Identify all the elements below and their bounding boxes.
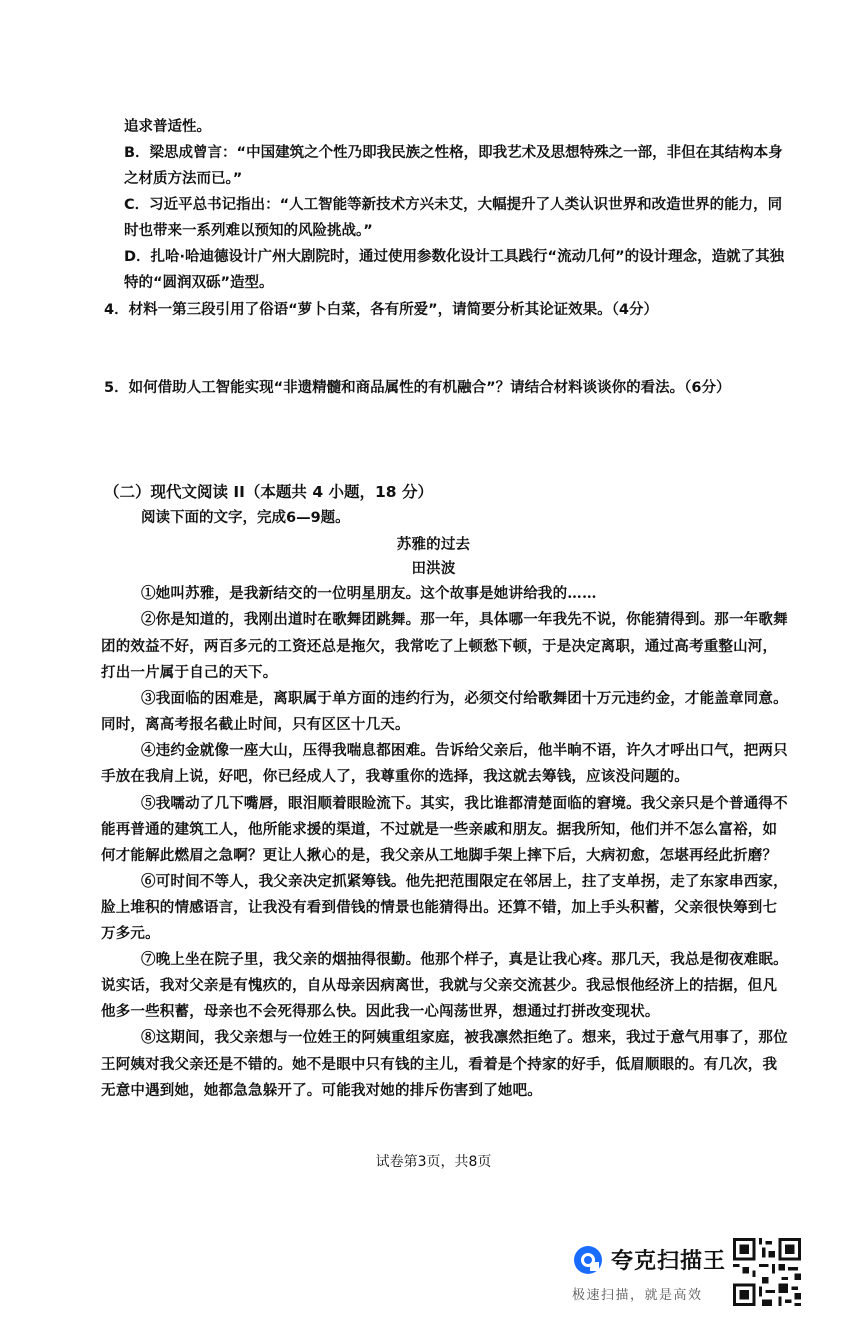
- story-line: ⑦晚上坐在院子里，我父亲的烟抽得很勤。他那个样子，真是让我心疼。那几天，我总是彻夜难眠。: [141, 951, 788, 968]
- option-b-line-2: 之材质方法而已。”: [124, 171, 243, 187]
- story-line: ③我面临的困难是，离职属于单方面的违约行为，必须交付给歌舞团十万元违约金，才能盖章同意。: [141, 690, 788, 707]
- story-line: 王阿姨对我父亲还是不错的。她不是眼中只有钱的主儿，看着是个持家的好手，低眉顺眼的。有几次，我: [101, 1056, 778, 1073]
- story-line: 万多元。: [101, 925, 160, 942]
- reading-instruction: 阅读下面的文字，完成6—9题。: [141, 510, 350, 526]
- story-line: 脸上堆积的情感语言，让我没有看到借钱的情景也能猜得出。还算不错，加上手头积蓄，父亲很快筹到七: [101, 899, 778, 916]
- story-line: 他多一些积蓄，母亲也不会死得那么快。因此我一心闯荡世界，想通过打拼改变现状。: [101, 1003, 660, 1020]
- story-line: ④违约金就像一座大山，压得我喘息都困难。告诉给父亲后，他半晌不语，许久才呼出口气，把两只: [141, 742, 788, 759]
- story-line: ⑥可时间不等人，我父亲决定抓紧筹钱。他先把范围限定在邻居上，拄了支单拐，走了东家串西家，: [141, 873, 788, 890]
- story-line: ⑤我嚅动了几下嘴唇，眼泪顺着眼睑流下。其实，我比谁都清楚面临的窘境。我父亲只是个普通得不: [141, 795, 788, 812]
- option-d-line-1: D．扎哈·哈迪德设计广州大剧院时，通过使用参数化设计工具践行“流动几何”的设计理念，造就了其独: [124, 249, 785, 265]
- brand-name: 夸克扫描王: [611, 1249, 727, 1274]
- qr-code-icon: [733, 1238, 801, 1306]
- question-5: 5．如何借助人工智能实现“非遗精髓和商品属性的有机融合”？请结合材料谈谈你的看法。（6分）: [104, 380, 731, 396]
- story-line: 说实话，我对父亲是有愧疚的，自从母亲因病离世，我就与父亲交流甚少。我忌恨他经济上的拮据，但凡: [101, 977, 778, 994]
- text-line: 追求普适性。: [124, 119, 211, 135]
- story-line: ⑧这期间，我父亲想与一位姓王的阿姨重组家庭，被我凛然拒绝了。想来，我过于意气用事了，那位: [141, 1029, 788, 1046]
- story-title: 苏雅的过去: [396, 536, 471, 553]
- brand-watermark: [573, 1244, 726, 1275]
- story-line: ①她叫苏雅，是我新结交的一位明星朋友。这个故事是她讲给我的……: [141, 585, 597, 602]
- story-line: ②你是知道的，我刚出道时在歌舞团跳舞。那一年，具体哪一年我先不说，你能猜得到。那一年歌舞: [141, 611, 788, 628]
- option-d-line-2: 特的“圆润双砾”造型。: [124, 275, 274, 291]
- story-line: 团的效益不好，两百多元的工资还总是拖欠，我常吃了上顿愁下顿，于是决定离职，通过高考重整山河，: [101, 638, 778, 655]
- section-heading: （二）现代文阅读 II（本题共 4 小题，18 分）: [104, 483, 433, 501]
- story-line: 同时，离高考报名截止时间，只有区区十几天。: [101, 716, 410, 733]
- page-footer: 试卷第3页，共8页: [375, 1154, 492, 1170]
- question-4: 4．材料一第三段引用了俗语“萝卜白菜，各有所爱”，请简要分析其论证效果。（4分）: [104, 302, 658, 318]
- option-c-line-2: 时也带来一系列难以预知的风险挑战。”: [124, 223, 373, 239]
- story-line: 无意中遇到她，她都急急躲开了。可能我对她的排斥伤害到了她吧。: [101, 1082, 542, 1099]
- story-line: 打出一片属于自己的天下。: [101, 664, 278, 681]
- option-b-line-1: B．梁思成曾言：“中国建筑之个性乃即我民族之性格，即我艺术及思想特殊之一部，非但在其结构本身: [124, 145, 783, 161]
- brand-slogan: 极速扫描，就是高效: [572, 1288, 703, 1303]
- story-author: 田洪波: [411, 560, 456, 577]
- story-line: 手放在我肩上说，好吧，你已经成人了，我尊重你的选择，我这就去筹钱，应该没问题的。: [101, 768, 689, 785]
- story-line: 何才能解此燃眉之急啊？更让人揪心的是，我父亲从工地脚手架上摔下后，大病初愈，怎堪再经此折磨？: [101, 847, 778, 864]
- story-line: 能再普通的建筑工人，他所能求援的渠道，不过就是一些亲戚和朋友。据我所知，他们并不怎么富裕，如: [101, 821, 778, 838]
- option-c-line-1: C．习近平总书记指出：“人工智能等新技术方兴未艾，大幅提升了人类认识世界和改造世界的能力，同: [124, 197, 783, 213]
- quark-logo-icon: [573, 1245, 603, 1275]
